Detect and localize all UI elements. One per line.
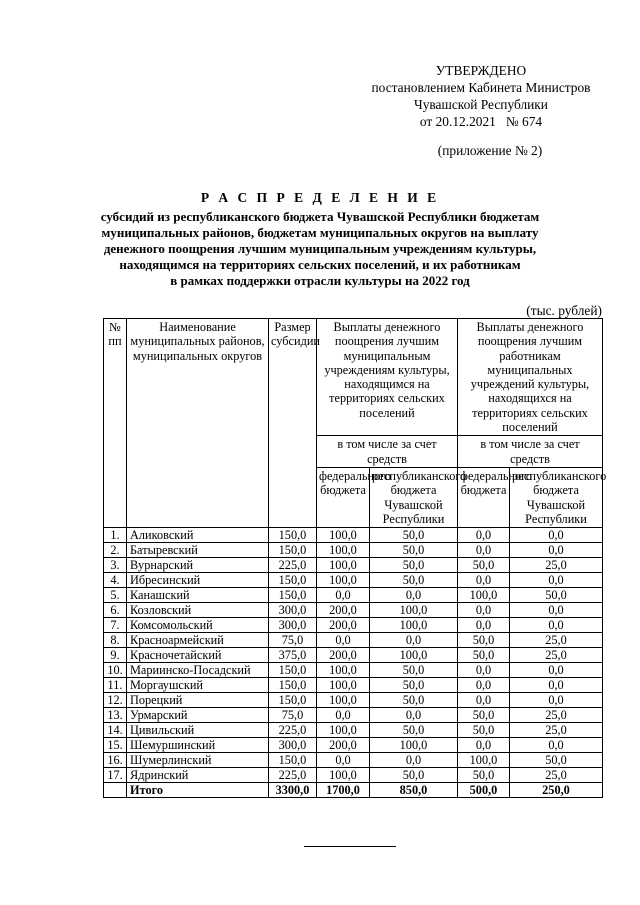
inst-republic: 0,0 xyxy=(370,753,458,768)
work-republic: 25,0 xyxy=(510,633,603,648)
work-republic: 25,0 xyxy=(510,723,603,738)
header-incl-inst: в том числе за счет средств xyxy=(317,436,458,468)
inst-republic: 50,0 xyxy=(370,693,458,708)
footer-divider xyxy=(304,846,396,847)
district-name: Козловский xyxy=(127,603,269,618)
subsidy-size: 150,0 xyxy=(269,693,317,708)
inst-federal: 0,0 xyxy=(317,633,370,648)
row-number: 8. xyxy=(104,633,127,648)
header-fed-inst: федерального бюджета xyxy=(317,467,370,527)
work-federal: 50,0 xyxy=(458,708,510,723)
district-name: Комсомольский xyxy=(127,618,269,633)
table-row xyxy=(104,723,603,738)
row-number: 14. xyxy=(104,723,127,738)
document-title xyxy=(100,190,540,289)
header-fed-work: федерального бюджета xyxy=(458,467,510,527)
work-federal: 0,0 xyxy=(458,543,510,558)
inst-republic: 50,0 xyxy=(370,768,458,783)
work-federal: 100,0 xyxy=(458,588,510,603)
work-republic: 50,0 xyxy=(510,753,603,768)
appendix-label: (приложение № 2) xyxy=(437,143,543,158)
header-rep-work: республиканского бюджета Чувашской Республики xyxy=(510,467,603,527)
work-republic: 0,0 xyxy=(510,618,603,633)
approval-republic: Чувашской Республики xyxy=(414,97,548,112)
district-name: Батыревский xyxy=(127,543,269,558)
inst-republic: 50,0 xyxy=(370,723,458,738)
subsidy-size: 225,0 xyxy=(269,723,317,738)
row-number: 16. xyxy=(104,753,127,768)
table-row xyxy=(104,633,603,648)
district-name: Порецкий xyxy=(127,693,269,708)
inst-federal: 200,0 xyxy=(317,738,370,753)
inst-federal: 100,0 xyxy=(317,663,370,678)
row-number: 11. xyxy=(104,678,127,693)
inst-federal: 100,0 xyxy=(317,573,370,588)
subsidy-size: 75,0 xyxy=(269,633,317,648)
district-name: Цивильский xyxy=(127,723,269,738)
row-number: 5. xyxy=(104,588,127,603)
header-incl-work: в том числе за счет средств xyxy=(458,436,603,468)
row-number: 1. xyxy=(104,528,127,543)
district-name: Красночетайский xyxy=(127,648,269,663)
inst-republic: 100,0 xyxy=(370,618,458,633)
subsidy-size: 150,0 xyxy=(269,543,317,558)
inst-federal: 100,0 xyxy=(317,543,370,558)
inst-federal: 100,0 xyxy=(317,678,370,693)
row-number: 9. xyxy=(104,648,127,663)
header-rep-inst: республиканского бюджета Чувашской Республики xyxy=(370,467,458,527)
work-republic: 0,0 xyxy=(510,693,603,708)
work-federal: 0,0 xyxy=(458,663,510,678)
row-number: 10. xyxy=(104,663,127,678)
inst-republic: 100,0 xyxy=(370,738,458,753)
work-federal: 0,0 xyxy=(458,603,510,618)
inst-federal: 0,0 xyxy=(317,708,370,723)
title-line-5: в рамках поддержки отрасли культуры на 2022 год xyxy=(170,273,470,288)
work-republic: 25,0 xyxy=(510,648,603,663)
inst-republic: 50,0 xyxy=(370,663,458,678)
row-number: 6. xyxy=(104,603,127,618)
district-name: Аликовский xyxy=(127,528,269,543)
subsidy-size: 225,0 xyxy=(269,558,317,573)
row-number: 17. xyxy=(104,768,127,783)
work-federal: 100,0 xyxy=(458,753,510,768)
approval-authority: постановлением Кабинета Министров xyxy=(371,80,591,95)
work-republic: 25,0 xyxy=(510,708,603,723)
district-name: Ядринский xyxy=(127,768,269,783)
district-name: Ибресинский xyxy=(127,573,269,588)
table-row xyxy=(104,528,603,543)
units-label: (тыс. рублей) xyxy=(526,303,602,318)
work-federal: 0,0 xyxy=(458,678,510,693)
work-republic: 0,0 xyxy=(510,678,603,693)
table-row xyxy=(104,588,603,603)
inst-federal: 100,0 xyxy=(317,558,370,573)
row-number: 12. xyxy=(104,693,127,708)
approval-title: УТВЕРЖДЕНО xyxy=(435,63,527,78)
approval-date-number: от 20.12.2021 № 674 xyxy=(419,114,543,129)
district-name: Урмарский xyxy=(127,708,269,723)
row-number: 7. xyxy=(104,618,127,633)
work-republic: 0,0 xyxy=(510,738,603,753)
title-heading: Р А С П Р Е Д Е Л Е Н И Е xyxy=(200,190,440,205)
inst-republic: 50,0 xyxy=(370,573,458,588)
title-line-2: муниципальных районов, бюджетам муниципальных округов на выплату xyxy=(101,225,539,240)
table-row xyxy=(104,648,603,663)
row-number: 2. xyxy=(104,543,127,558)
district-name: Мариинско-Посадский xyxy=(127,663,269,678)
total-inst-federal: 1700,0 xyxy=(317,783,370,798)
inst-federal: 0,0 xyxy=(317,588,370,603)
inst-republic: 100,0 xyxy=(370,603,458,618)
row-number: 3. xyxy=(104,558,127,573)
subsidy-size: 150,0 xyxy=(269,588,317,603)
table-row xyxy=(104,558,603,573)
inst-federal: 100,0 xyxy=(317,768,370,783)
work-federal: 50,0 xyxy=(458,648,510,663)
work-federal: 50,0 xyxy=(458,558,510,573)
inst-republic: 0,0 xyxy=(370,588,458,603)
inst-republic: 0,0 xyxy=(370,708,458,723)
work-republic: 0,0 xyxy=(510,528,603,543)
table-row xyxy=(104,663,603,678)
inst-federal: 200,0 xyxy=(317,648,370,663)
work-republic: 0,0 xyxy=(510,663,603,678)
subsidy-size: 300,0 xyxy=(269,618,317,633)
table-row xyxy=(104,603,603,618)
subsidy-size: 300,0 xyxy=(269,603,317,618)
total-work-federal: 500,0 xyxy=(458,783,510,798)
subsidy-size: 75,0 xyxy=(269,708,317,723)
work-federal: 50,0 xyxy=(458,768,510,783)
header-name: Наименование муниципальных районов, муниципальных округов xyxy=(127,319,269,528)
subsidy-size: 375,0 xyxy=(269,648,317,663)
table-row xyxy=(104,708,603,723)
total-row xyxy=(104,783,603,798)
subsidy-table xyxy=(103,318,607,798)
inst-federal: 100,0 xyxy=(317,528,370,543)
subsidy-size: 150,0 xyxy=(269,528,317,543)
total-inst-republic: 850,0 xyxy=(370,783,458,798)
district-name: Красноармейский xyxy=(127,633,269,648)
work-republic: 0,0 xyxy=(510,573,603,588)
table-row xyxy=(104,753,603,768)
table-row xyxy=(104,693,603,708)
work-federal: 0,0 xyxy=(458,738,510,753)
district-name: Вурнарский xyxy=(127,558,269,573)
table-row xyxy=(104,618,603,633)
subsidy-size: 150,0 xyxy=(269,678,317,693)
total-size: 3300,0 xyxy=(269,783,317,798)
approval-stamp xyxy=(355,62,607,130)
table-row xyxy=(104,543,603,558)
table-row xyxy=(104,573,603,588)
table-row xyxy=(104,768,603,783)
work-republic: 0,0 xyxy=(510,543,603,558)
inst-federal: 200,0 xyxy=(317,603,370,618)
inst-federal: 200,0 xyxy=(317,618,370,633)
work-federal: 0,0 xyxy=(458,618,510,633)
table-row xyxy=(104,738,603,753)
table-row xyxy=(104,678,603,693)
subsidy-size: 300,0 xyxy=(269,738,317,753)
subsidy-size: 150,0 xyxy=(269,663,317,678)
total-empty xyxy=(104,783,127,798)
title-line-4: находящимся на территориях сельских поселений, и их работникам xyxy=(119,257,521,272)
work-federal: 50,0 xyxy=(458,633,510,648)
work-republic: 0,0 xyxy=(510,603,603,618)
subsidy-size: 150,0 xyxy=(269,753,317,768)
district-name: Шемуршинский xyxy=(127,738,269,753)
work-federal: 0,0 xyxy=(458,528,510,543)
row-number: 13. xyxy=(104,708,127,723)
work-federal: 50,0 xyxy=(458,723,510,738)
district-name: Шумерлинский xyxy=(127,753,269,768)
work-federal: 0,0 xyxy=(458,573,510,588)
header-institutions: Выплаты денежного поощрения лучшим муниципальным учреждениям культуры, находящимся на территориях сельских поселений xyxy=(317,319,458,436)
inst-federal: 0,0 xyxy=(317,753,370,768)
total-label: Итого xyxy=(127,783,269,798)
inst-republic: 0,0 xyxy=(370,633,458,648)
work-federal: 0,0 xyxy=(458,693,510,708)
total-work-republic: 250,0 xyxy=(510,783,603,798)
title-line-1: субсидий из республиканского бюджета Чувашской Республики бюджетам xyxy=(100,209,540,224)
inst-federal: 100,0 xyxy=(317,693,370,708)
district-name: Моргаушский xyxy=(127,678,269,693)
inst-republic: 100,0 xyxy=(370,648,458,663)
subsidy-size: 225,0 xyxy=(269,768,317,783)
header-workers: Выплаты денежного поощрения лучшим работникам муниципальных учреждений культуры, находящихся на территориях сельских поселений xyxy=(458,319,603,436)
header-num: № пп xyxy=(104,319,127,528)
table-body xyxy=(104,528,603,798)
work-republic: 25,0 xyxy=(510,558,603,573)
row-number: 4. xyxy=(104,573,127,588)
header-size: Размер субсидии xyxy=(269,319,317,528)
inst-federal: 100,0 xyxy=(317,723,370,738)
row-number: 15. xyxy=(104,738,127,753)
inst-republic: 50,0 xyxy=(370,558,458,573)
title-line-3: денежного поощрения лучшим муниципальным учреждениям культуры, xyxy=(103,241,537,256)
work-republic: 50,0 xyxy=(510,588,603,603)
district-name: Канашский xyxy=(127,588,269,603)
subsidy-size: 150,0 xyxy=(269,573,317,588)
inst-republic: 50,0 xyxy=(370,543,458,558)
inst-republic: 50,0 xyxy=(370,528,458,543)
work-republic: 25,0 xyxy=(510,768,603,783)
inst-republic: 50,0 xyxy=(370,678,458,693)
